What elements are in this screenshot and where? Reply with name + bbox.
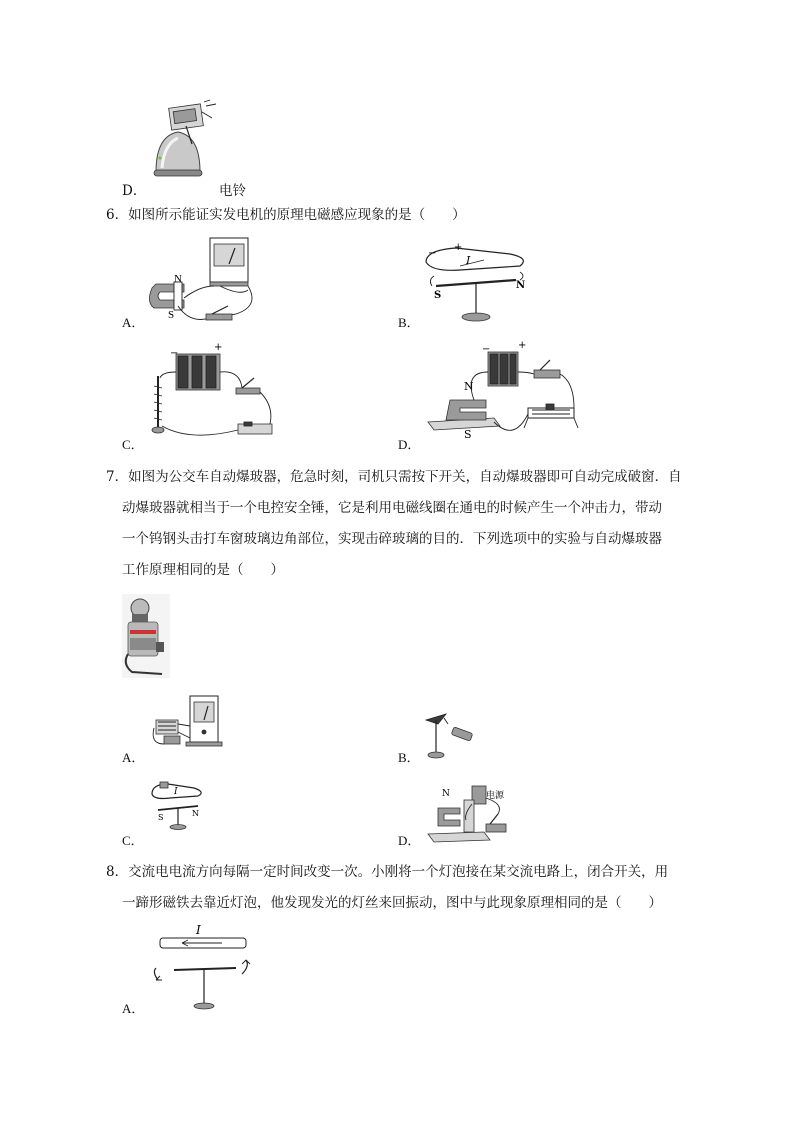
q6b-current: I bbox=[466, 254, 471, 267]
q7-option-b[interactable]: B． bbox=[398, 750, 420, 765]
q6d-plus: + bbox=[518, 340, 527, 351]
q6-stem: 6．如图所示能证实发电机的原理电磁感应现象的是（ ） bbox=[106, 207, 466, 223]
q7c-s: S bbox=[158, 813, 164, 822]
q6-figure-a bbox=[140, 236, 260, 328]
q7d-power: 电源 bbox=[486, 791, 505, 801]
q6b-s: S bbox=[434, 290, 442, 301]
q6d-minus: − bbox=[482, 344, 491, 355]
q6-figure-b bbox=[420, 240, 535, 324]
q6-option-b[interactable]: B． bbox=[398, 315, 420, 330]
q7-stem-line-3: 一个钨钢头击打车窗玻璃边角部位，实现击碎玻璃的目的．下列选项中的实验与自动爆玻器 bbox=[122, 531, 662, 547]
q6-figure-c bbox=[150, 342, 280, 442]
q6a-n-label: N bbox=[174, 273, 182, 285]
q7c-current: I bbox=[174, 787, 178, 797]
window-breaker-photo bbox=[122, 594, 170, 678]
q7d-n: N bbox=[442, 789, 450, 799]
q6b-n: N bbox=[516, 280, 526, 291]
electric-bell-figure bbox=[146, 96, 226, 180]
q7-figure-b bbox=[424, 710, 474, 760]
q6-option-c[interactable]: C． bbox=[122, 437, 144, 452]
q7c-n: N bbox=[192, 809, 199, 818]
q6b-plus: + bbox=[454, 242, 463, 253]
q6-option-a[interactable]: A． bbox=[122, 315, 145, 330]
q7-figure-a bbox=[150, 694, 240, 752]
q6-option-d[interactable]: D． bbox=[398, 437, 421, 452]
q7-stem-line-1: 7．如图为公交车自动爆玻器，危急时刻，司机只需按下开关，自动爆玻器即可自动完成破窗．自 bbox=[106, 469, 682, 485]
q8a-current: I bbox=[196, 923, 201, 937]
q7-figure-c bbox=[148, 780, 210, 830]
q6c-plus: + bbox=[214, 342, 223, 353]
q6a-s-label: S bbox=[168, 309, 175, 321]
q6d-s: S bbox=[464, 428, 472, 441]
q6d-n: N bbox=[464, 380, 474, 393]
q5-option-d-caption: 电铃 bbox=[219, 183, 246, 199]
q8-figure-a bbox=[146, 922, 258, 1014]
q6-figure-d bbox=[424, 342, 584, 442]
q7-figure-d bbox=[424, 784, 514, 846]
q8-stem-line-1: 8．交流电电流方向每隔一定时间改变一次。小刚将一个灯泡接在某交流电路上，闭合开关，用 bbox=[106, 864, 669, 880]
q7-option-c[interactable]: C． bbox=[122, 833, 144, 848]
q6b-minus: − bbox=[428, 248, 437, 259]
q6c-minus: − bbox=[170, 348, 179, 359]
q7-stem-line-4: 工作原理相同的是（ ） bbox=[122, 562, 284, 578]
q8-stem-line-2: 一蹄形磁铁去靠近灯泡，他发现发光的灯丝来回振动，图中与此现象原理相同的是（ ） bbox=[122, 895, 662, 911]
q8-option-a[interactable]: A． bbox=[122, 1001, 145, 1016]
q7-option-d[interactable]: D． bbox=[398, 833, 421, 848]
q7-stem-line-2: 动爆玻器就相当于一个电控安全锤，它是利用电磁线圈在通电的时候产生一个冲击力，带动 bbox=[122, 500, 662, 516]
q7-option-a[interactable]: A． bbox=[122, 750, 145, 765]
q5-option-d-letter[interactable]: D． bbox=[122, 183, 147, 199]
